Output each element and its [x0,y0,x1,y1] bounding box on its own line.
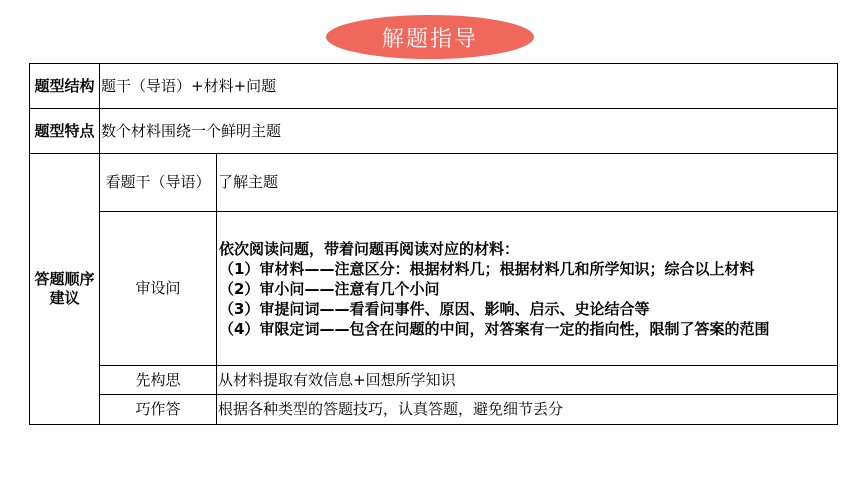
features-label: 题型特点 [30,109,100,154]
step-name: 看题干（导语） [100,154,217,212]
features-value: 数个材料围绕一个鲜明主题 [100,109,838,154]
step-name: 审设问 [100,212,217,366]
step-detail-line: （1）审材料——注意区分：根据材料几；根据材料几和所学知识；综合以上材料 [219,259,755,278]
table-row [30,366,838,395]
table-row [30,64,838,109]
step-detail-list [217,212,838,366]
step-detail: 了解主题 [217,154,838,212]
step-detail: 从材料提取有效信息+回想所学知识 [217,366,838,395]
table-row [30,154,838,212]
step-detail: 根据各种类型的答题技巧，认真答题，避免细节丢分 [217,395,838,425]
guide-table [29,63,838,425]
page-title: 解题指导 [326,15,534,59]
table-row [30,109,838,154]
step-detail-line: （2）审小问——注意有几个小问 [219,279,440,298]
structure-value: 题干（导语）+材料+问题 [100,64,838,109]
step-detail-line: （3）审提问词——看看问事件、原因、影响、启示、史论结合等 [219,299,650,318]
table-row [30,395,838,425]
structure-label: 题型结构 [30,64,100,109]
step-name: 先构思 [100,366,217,395]
table-row [30,212,838,366]
step-name: 巧作答 [100,395,217,425]
step-detail-line: 依次阅读问题，带着问题再阅读对应的材料： [219,239,520,258]
step-detail-line: （4）审限定词——包含在问题的中间，对答案有一定的指向性，限制了答案的范围 [219,319,770,338]
order-label: 答题顺序建议 [30,154,100,425]
